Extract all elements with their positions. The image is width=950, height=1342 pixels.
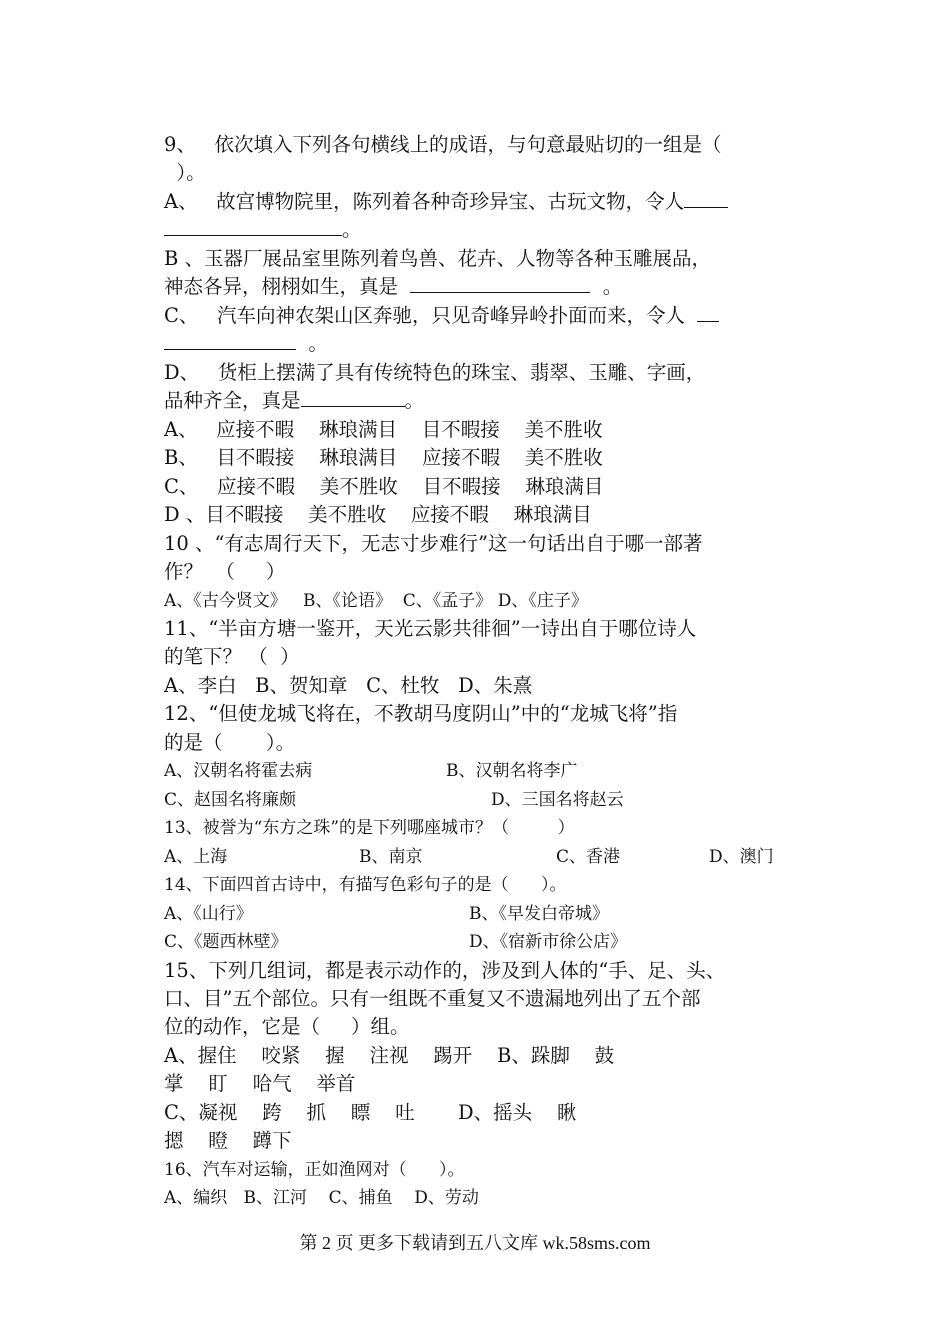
- q9-sentence-b-end: 。: [590, 275, 623, 298]
- q9-stem: 9、 依次填入下列各句横线上的成语，与句意最贴切的一组是（: [164, 133, 722, 156]
- q10-stem: 10 、“有志周行天下，无志寸步难行”这一句话出自于哪一部著: [164, 532, 703, 555]
- q9-sentence-b-cont: [164, 273, 622, 301]
- q9-sentence-d: D、 货柜上摆满了具有传统特色的珠宝、翡翠、玉雕、字画，: [164, 361, 706, 384]
- q14-option-a: A、《山行》: [164, 904, 253, 924]
- blank-line: [697, 303, 719, 322]
- q9-sentence-d-text: 品种齐全，真是: [164, 389, 301, 412]
- q9-sentence-c: [164, 302, 719, 330]
- q11-options: A、李白 B、贺知章 C、杜牧 D、朱熹: [164, 674, 533, 697]
- q15-options-ab-cont: 掌 盯 哈气 举首: [164, 1072, 356, 1095]
- page-footer: 第 2 页 更多下载请到五八文库 wk.58sms.com: [299, 1233, 651, 1253]
- blank-line: [164, 217, 342, 236]
- q13-option-b: B、南京: [359, 847, 423, 867]
- blank-line: [684, 189, 728, 208]
- q15-options-ab: A、握住 咬紧 握 注视 踢开 B、跺脚 鼓: [164, 1044, 615, 1067]
- q13-option-a: A、上海: [164, 847, 228, 867]
- q9-sentence-a-cont: [164, 216, 362, 244]
- q11-stem-cont: 的笔下？ （ ）: [164, 645, 300, 668]
- q15-options-cd-cont: 摁 瞪 蹲下: [164, 1129, 292, 1152]
- q12-option-d: D、三国名将赵云: [491, 790, 624, 810]
- q9-sentence-a-text: A、 故宫博物院里，陈列着各种奇珍异宝、古玩文物，令人: [164, 190, 685, 213]
- q15-stem: 15、下列几组词，都是表示动作的，涉及到人体的“手、足、头、: [164, 959, 726, 982]
- q9-sentence-c-text: C、 汽车向神农架山区奔驰，只见奇峰异岭扑面而来，令人: [164, 304, 698, 327]
- blank-line: [164, 331, 296, 350]
- q10-stem-cont: 作？ （ ）: [164, 560, 286, 583]
- q9-option-d: D 、目不暇接 美不胜收 应接不暇 琳琅满目: [164, 503, 592, 526]
- q12-option-c: C、赵国名将廉颇: [164, 790, 297, 810]
- q16-stem: 16、汽车对运输，正如渔网对（ ）。: [164, 1160, 465, 1180]
- blank-line: [410, 274, 590, 293]
- q9-sentence-c-cont: [164, 330, 328, 358]
- q15-stem-cont: 口、目”五个部位。只有一组既不重复又不遗漏地列出了五个部: [164, 987, 701, 1010]
- q13-option-c: C、香港: [556, 847, 621, 867]
- q9-sentence-b: B 、玉器厂展品室里陈列着鸟兽、花卉、人物等各种玉雕展品，: [164, 247, 712, 270]
- q9-option-a: A、 应接不暇 琳琅满目 目不暇接 美不胜收: [164, 418, 603, 441]
- blank-line: [301, 388, 405, 407]
- q9-option-b: B、 目不暇接 琳琅满目 应接不暇 美不胜收: [164, 446, 603, 469]
- q9-stem-end: ）。: [164, 161, 206, 184]
- q11-stem: 11、“半亩方塘一鉴开，天光云影共徘徊”一诗出自于哪位诗人: [164, 617, 697, 640]
- q12-stem: 12、“但使龙城飞将在，不教胡马度阴山”中的“龙城飞将”指: [164, 702, 678, 725]
- q15-stem-end: 位的动作，它是（ ）组。: [164, 1015, 410, 1038]
- q14-option-c: C、《题西林壁》: [164, 932, 288, 952]
- q9-sentence-a: [164, 188, 728, 216]
- q12-option-a: A、汉朝名将霍去病: [164, 761, 313, 781]
- q9-sentence-d-end: 。: [404, 389, 425, 412]
- q9-sentence-a-end: 。: [342, 218, 362, 241]
- q10-options: A、《古今贤文》 B、《论语》 C、《孟子》 D、《庄子》: [164, 591, 588, 611]
- q9-option-c: C、 应接不暇 美不胜收 目不暇接 琳琅满目: [164, 475, 604, 498]
- q12-stem-cont: 的是（ ）。: [164, 731, 296, 754]
- q14-option-d: D、《宿新市徐公店》: [469, 932, 628, 952]
- q9-sentence-d-cont: [164, 387, 424, 415]
- q9-sentence-b-text: 神态各异，栩栩如生，真是: [164, 275, 411, 298]
- q14-stem: 14、下面四首古诗中，有描写色彩句子的是（ ）。: [164, 875, 567, 895]
- q14-option-b: B、《早发白帝城》: [469, 904, 609, 924]
- q13-option-d: D、澳门: [709, 847, 774, 867]
- q9-sentence-c-end: 。: [296, 332, 328, 355]
- q12-option-b: B、汉朝名将李广: [446, 761, 578, 781]
- q16-options: A、编织 B、江河 C、捕鱼 D、劳动: [164, 1188, 479, 1208]
- q15-options-cd: C、凝视 跨 抓 瞟 吐 D、摇头 瞅: [164, 1101, 577, 1124]
- q13-stem: 13、被誉为“东方之珠”的是下列哪座城市？（ ）: [164, 818, 575, 838]
